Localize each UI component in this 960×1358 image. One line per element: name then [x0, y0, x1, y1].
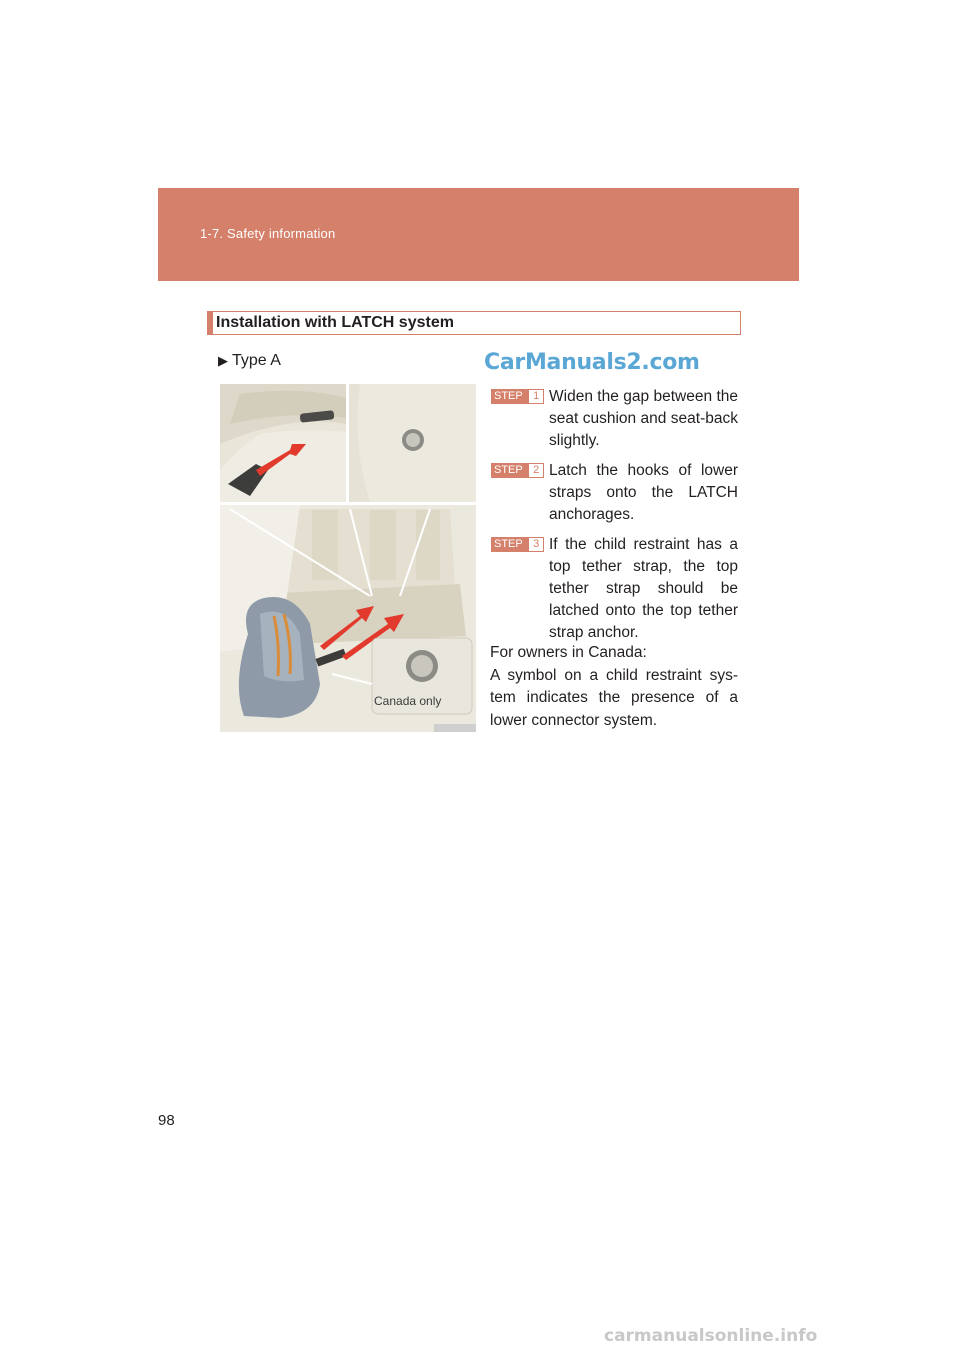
type-label [218, 352, 281, 370]
canada-note [490, 642, 738, 732]
watermark-bottom: carmanualsonline.info [604, 1326, 818, 1346]
step-badge-number: 3 [529, 538, 543, 551]
step-badge-label: STEP [494, 390, 523, 402]
latch-illustration [220, 384, 476, 732]
step-text: Latch the hooks of lower straps onto the LATCH anchorages. [549, 462, 738, 523]
watermark-top: CarManuals2.com [484, 350, 700, 375]
latch-installation-figure [220, 384, 476, 732]
step-badge-label: STEP [494, 464, 523, 476]
page-number: 98 [158, 1112, 175, 1129]
type-label-text: Type A [232, 352, 281, 369]
step-badge-number: 1 [529, 390, 543, 403]
canada-note-text: A symbol on a child restraint sys-tem indicates the presence of a lower connector system. [490, 666, 738, 729]
step-item [490, 460, 738, 526]
canada-note-heading: For owners in Canada: [490, 644, 647, 661]
step-badge [491, 537, 544, 552]
step-item [490, 534, 738, 644]
step-text: If the child restraint has a top tether strap, the top tether strap should be latched onto the top tether strap anchor. [549, 536, 738, 641]
figure-callout-canada-only: Canada only [374, 694, 442, 708]
step-badge [491, 389, 544, 404]
section-label: 1-7. Safety information [200, 226, 336, 241]
section-heading: Installation with LATCH system [216, 314, 454, 331]
step-text: Widen the gap between the seat cushion and seat-back slightly. [549, 388, 738, 449]
step-item [490, 386, 738, 452]
step-badge [491, 463, 544, 478]
step-list [490, 386, 738, 652]
triangle-bullet-icon: ▶ [218, 353, 228, 368]
step-badge-label: STEP [494, 538, 523, 550]
step-badge-number: 2 [529, 464, 543, 477]
